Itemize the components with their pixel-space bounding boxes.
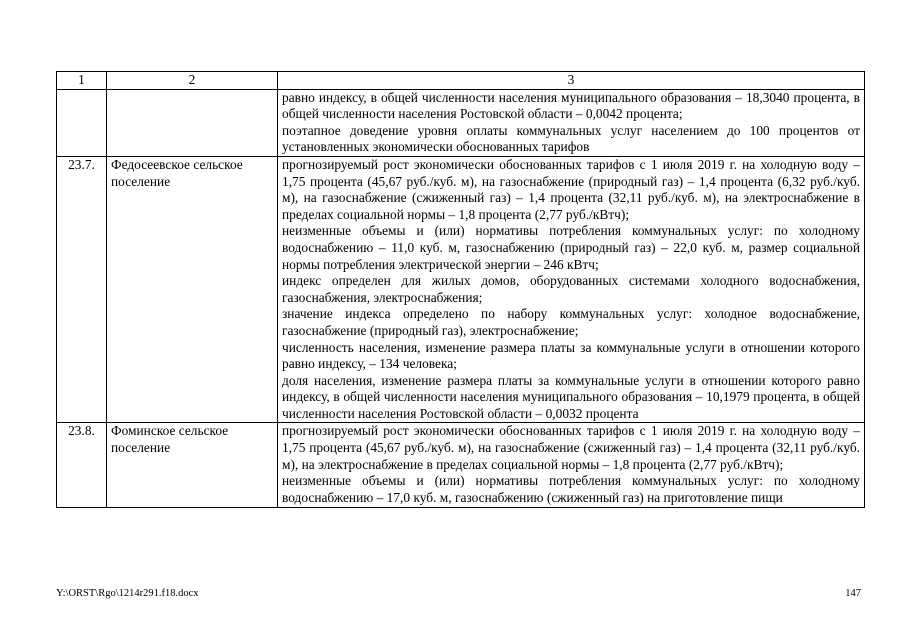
content-paragraph: индекс определен для жилых домов, оборудованных системами холодного водоснабжения, газоснабжения, электроснабжения; xyxy=(282,273,860,305)
row-number xyxy=(57,89,107,156)
row-number: 23.8. xyxy=(57,423,107,508)
content-paragraph: численность населения, изменение размера платы за коммунальные услуги в отношении которого равно индексу, – 134 человека; xyxy=(282,339,860,372)
header-col-3: 3 xyxy=(278,72,865,90)
settlement-name xyxy=(107,89,278,156)
page-number: 147 xyxy=(845,588,861,599)
content-paragraph: неизменные объемы и (или) нормативы потребления коммунальных услуг: по холодному водоснабжению – 11,0 куб. м, газоснабжению (природный газ) – 22,0 куб. м, размер социальной нормы потребления электрической энергии – 246 кВтч; xyxy=(282,223,860,272)
content-paragraph: прогнозируемый рост экономически обоснованных тарифов с 1 июля 2019 г. на холодную воду – 1,75 процента (45,67 руб./куб. м), на газоснабжение (природный газ) – 1,4 процента (6,32 руб./куб. м), на газоснабжение (сжиженный газ) – 1,4 процента (32,11 руб./куб. м), на электроснабжение в пределах социальной нормы – 1,8 процента (2,77 руб./кВтч); xyxy=(282,156,860,222)
table-row xyxy=(57,156,865,423)
content-paragraph: доля населения, изменение размера платы за коммунальные услуги в отношении которого равно индексу, в общей численности населения муниципального образования – 10,1979 процента, в общей численности населения Ростовской области – 0,0032 процента xyxy=(282,372,860,421)
content-paragraph: поэтапное доведение уровня оплаты коммунальных услуг населением до 100 процентов от установленных экономически обоснованных тарифов xyxy=(282,122,860,155)
content-paragraph: неизменные объемы и (или) нормативы потребления коммунальных услуг: по холодному водоснабжению – 17,0 куб. м, газоснабжению (сжиженный газ) на приготовление пищи xyxy=(282,473,860,505)
row-content xyxy=(278,156,865,423)
row-number: 23.7. xyxy=(57,156,107,423)
table-row xyxy=(57,89,865,156)
table-header-row xyxy=(57,72,865,90)
truncated-paragraph-wrap xyxy=(282,473,860,507)
content-paragraph: прогнозируемый рост экономически обоснованных тарифов с 1 июля 2019 г. на холодную воду – 1,75 процента (45,67 руб./куб. м), на газоснабжение (сжиженный газ) – 1,4 процента (32,11 руб./куб. м), на электроснабжение в пределах социальной нормы – 1,8 процента (2,77 руб./кВтч); xyxy=(282,423,860,472)
settlement-name: Федосеевское сельское поселение xyxy=(107,156,278,423)
table-row xyxy=(57,423,865,508)
header-col-1: 1 xyxy=(57,72,107,90)
header-col-2: 2 xyxy=(107,72,278,90)
settlement-name: Фоминское сельское поселение xyxy=(107,423,278,508)
content-paragraph: равно индексу, в общей численности населения муниципального образования – 18,3040 процента, в общей численности населения Ростовской области – 0,0042 процента; xyxy=(282,89,860,122)
row-content xyxy=(278,89,865,156)
content-paragraph: значение индекса определено по набору коммунальных услуг: холодное водоснабжение, газоснабжение (природный газ), электроснабжение; xyxy=(282,306,860,338)
file-path: Y:\ORST\Rgo\1214r291.f18.docx xyxy=(56,588,199,599)
row-content xyxy=(278,423,865,508)
tariff-table xyxy=(56,71,865,508)
